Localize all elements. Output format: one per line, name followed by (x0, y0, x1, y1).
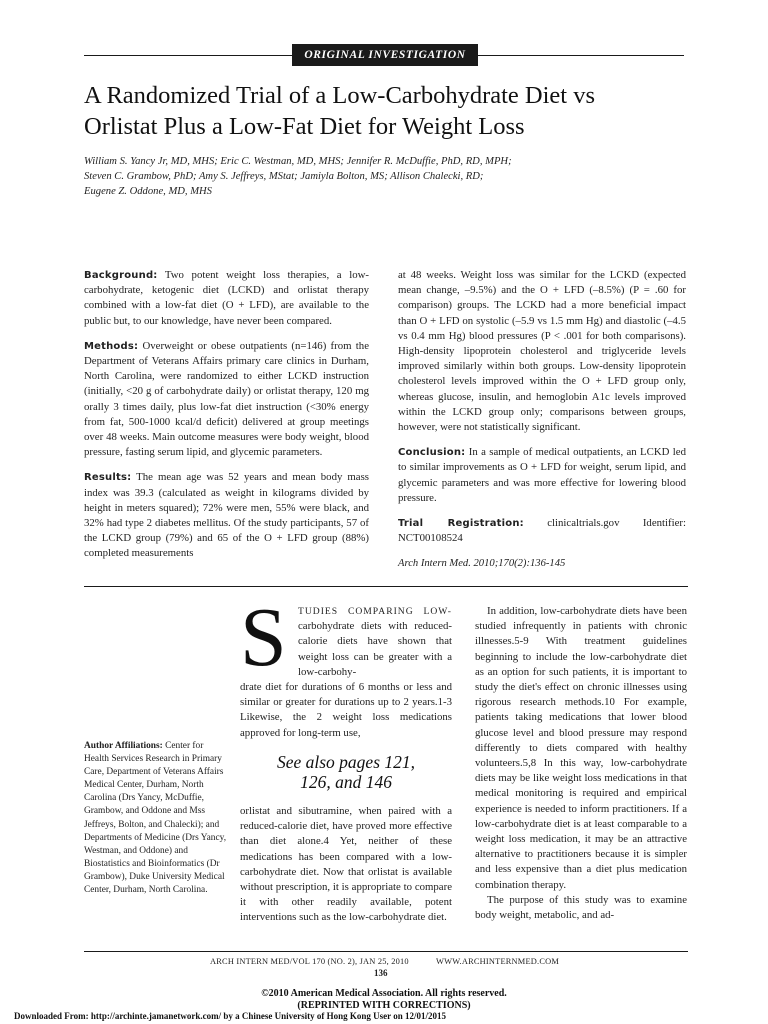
body-right-paragraph1: In addition, low-carbohydrate diets have been studied infrequently in patients with chronic illnesses.5-9 With treatment guidelines beginning to include the low-carbohydrate diet as an option for such patients, it is important to study the diet's effect on chronic illnesses using rigorous research methods.10 For example, patients taking medications that lower blood glucose level and blood pressure may respond differently to diets compared with healthy volunteers.5,8 In this way, low-carbohydrate diets may be like weight loss medications in that medical monitoring is required and empirical experience is needed to inform practitioners. If a low-carbohydrate diet is at least comparable to a weight loss medication, it may be an attractive alternative to practitioners because it is simpler and less expensive than a diet plus medication combination therapy. (475, 605, 687, 891)
body-lead (298, 604, 452, 680)
abstract-results (84, 470, 369, 561)
authors-line3: Eugene Z. Oddone, MD, MHS (84, 186, 212, 197)
conclusion-label: Conclusion: (398, 447, 466, 459)
affiliations-text: Center for Health Services Research in Primary Care, Department of Veterans Affairs Medical Center, Durham, North Carolina (Drs Yancy, McDuffie, Grambow, and Oddone and Mss Jeffreys, Bolton, and Chalecki); and Departments of Medicine (Drs Yancy, Westman, and Oddone) and Biostatistics and Bioinformatics (Dr Grambow), Duke University Medical Center, Durham, North Carolina. (84, 741, 227, 896)
article-title (84, 80, 704, 142)
results-label: Results: (84, 472, 132, 484)
copyright-line2: (REPRINTED WITH CORRECTIONS) (297, 1000, 471, 1011)
copyright-line1: ©2010 American Medical Association. All rights reserved. (261, 988, 507, 999)
trial-text: clinicaltrials.gov Identifier: NCT00108524 (398, 517, 686, 545)
citation: Arch Intern Med. 2010;170(2):136-145 (398, 558, 566, 570)
abstract-conclusion (398, 445, 686, 506)
body-right-column (475, 604, 687, 923)
author-affiliations (84, 740, 229, 897)
abstract-left-column (84, 268, 369, 572)
see-also-callout: See also pages 121, 126, and 146 (276, 752, 416, 792)
copyright-notice (0, 988, 768, 1012)
methods-label: Methods: (84, 340, 139, 352)
page-number: 136 (374, 968, 388, 978)
body-mid-bottom: orlistat and sibutramine, when paired with a reduced-calorie diet, have proved more effective than diet alone.4 Yet, neither of these medications has been compared with a low-carbohydrate diet. Now that orlistat is available without prescription, it is appropriate to compare it with other readily available, potent interventions such as the low-carbohydrate diet. (240, 805, 452, 924)
drop-cap: S (240, 591, 287, 684)
authors-line1: William S. Yancy Jr, MD, MHS; Eric C. Westman, MD, MHS; Jennifer R. McDuffie, PhD, RD, MPH; (84, 156, 512, 167)
download-notice: Downloaded From: http://archinte.jamanetwork.com/ by a Chinese University of Hong Kong User on 12/01/2015 (14, 1011, 446, 1021)
lead-text: carbohydrate diets with reduced-calorie diets have shown that weight loss can be greater with a low-carbohy- (298, 620, 452, 678)
author-list (84, 154, 704, 199)
section-banner: ORIGINAL INVESTIGATION (292, 44, 478, 66)
background-label: Background: (84, 270, 158, 281)
abstract-trial-registration (398, 516, 686, 546)
article-title-line2: Orlistat Plus a Low-Fat Diet for Weight Loss (84, 113, 525, 140)
results-continued: at 48 weeks. Weight loss was similar for the LCKD (expected mean change, –9.5%) and the O + LFD (–8.5%) (P = .60 for comparison) groups. The LCKD had a more beneficial impact than O + LFD on systolic (–5.9 vs 1.5 mm Hg) and diastolic (–4.5 vs 0.4 mm Hg) blood pressures (P < .001 for both comparisons). High-density lipoprotein cholesterol and triglyceride levels improved similarly within both groups. Low-density lipoprotein cholesterol levels improved within the O + LFD group only, whereas glucose, insulin, and hemoglobin A1c levels improved within the LCKD group only; comparisons between groups, however, were not statistically significant. (398, 269, 686, 434)
article-title-line1: A Randomized Trial of a Low-Carbohydrate Diet vs (84, 82, 596, 109)
footer-rule (84, 951, 688, 952)
abstract-background (84, 268, 369, 329)
lead-caps: TUDIES COMPARING LOW- (298, 606, 452, 617)
conclusion-text: In a sample of medical outpatients, an LCKD led to similar improvements as O + LFD for weight, serum lipid, and glycemic parameters and was more effective for lowering blood pressure. (398, 446, 686, 504)
abstract-right-column (398, 268, 686, 582)
body-mid-continuation: drate diet for durations of 6 months or less and similar or greater for durations up to 2 years.1-3 Likewise, the 2 weight loss medications approved for long-term use, (240, 681, 452, 739)
authors-line2: Steven C. Grambow, PhD; Amy S. Jeffreys, MStat; Jamiyla Bolton, MS; Allison Chalecki, RD; (84, 171, 484, 182)
methods-text: Overweight or obese outpatients (n=146) from the Department of Veterans Affairs primary care clinics in Durham, North Carolina, were randomized to either LCKD instruction (initially, <20 g of carbohydrate daily) or orlistat therapy, 120 mg orally 3 times daily, plus low-fat diet instruction (<30% energy from fat, 500-1000 kcal/d deficit) delivered at group meetings over 48 weeks. Main outcome measures were body weight, blood pressure, fasting serum lipid, and glycemic parameters. (84, 339, 369, 459)
abstract-rule (84, 586, 688, 587)
affiliations-label: Author Affiliations: (84, 741, 163, 751)
body-right-paragraph2: The purpose of this study was to examine body weight, metabolic, and ad- (475, 893, 687, 922)
footer-website: WWW.ARCHINTERNMED.COM (436, 957, 559, 966)
background-text: Two potent weight loss therapies, a low-carbohydrate, ketogenic diet (LCKD) and orlistat therapy combined with a low-fat diet (O + LFD), are available to the public but, to our knowledge, have never been compared. (84, 269, 369, 327)
abstract-methods (84, 339, 369, 461)
results-text: The mean age was 52 years and mean body mass index was 39.3 (calculated as weight in kilograms divided by height in meters squared); 72% were men, 55% were black, and 32% had type 2 diabetes mellitus. Of the study participants, 57 of the LCKD group (79%) and 65 of the O + LFD group (88%) completed measurements (84, 471, 369, 560)
trial-label: Trial Registration: (398, 518, 524, 530)
footer-journal: ARCH INTERN MED/VOL 170 (NO. 2), JAN 25, 2010 (210, 957, 409, 966)
